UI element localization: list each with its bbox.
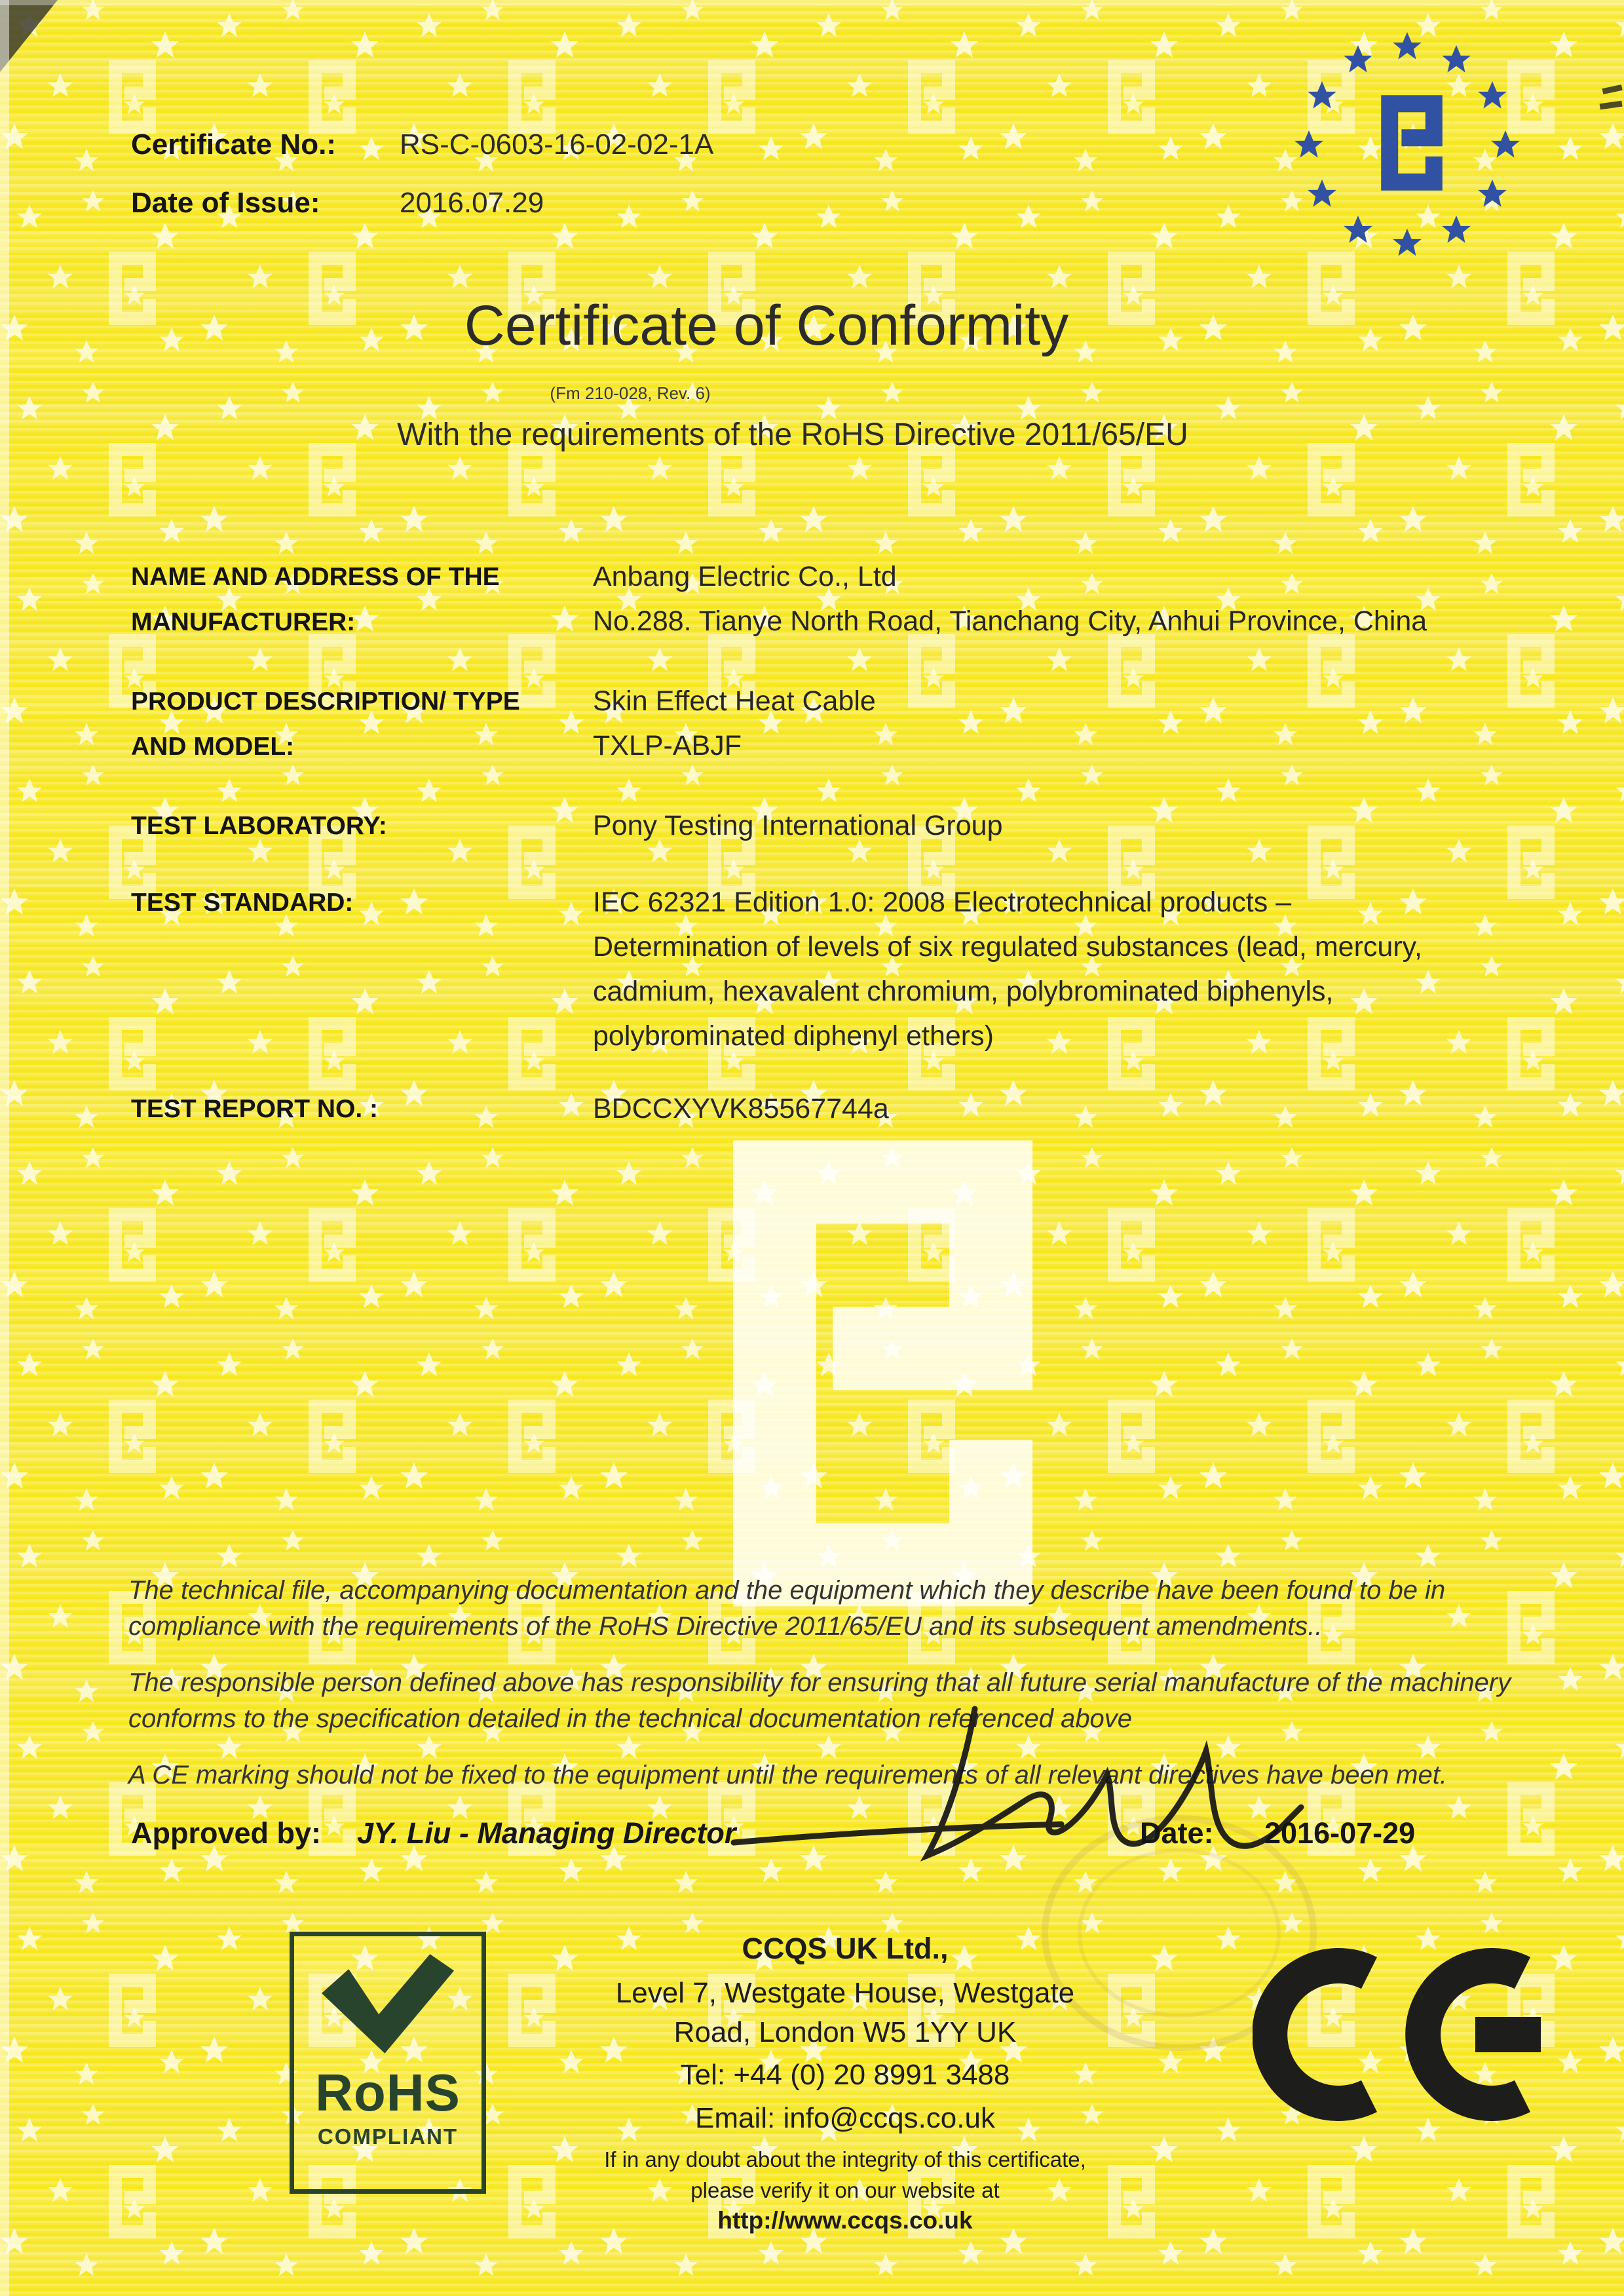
field-value: Pony Testing International Group	[593, 810, 1003, 841]
certificate-no-label: Certificate No.:	[131, 128, 336, 161]
issuer-website: http://www.ccqs.co.uk	[717, 2207, 973, 2234]
field-label: TEST REPORT NO. :	[131, 1095, 379, 1123]
field-value: Anbang Electric Co., Ltd No.288. Tianye North Road, Tianchang City, Anhui Province, China	[593, 561, 1427, 637]
issuer-tel: Tel: +44 (0) 20 8991 3488	[680, 2059, 1010, 2091]
date-of-issue-label: Date of Issue:	[131, 187, 320, 219]
page-subtitle: With the requirements of the RoHS Directive 2011/65/EU	[397, 417, 1188, 452]
date-of-issue-value: 2016.07.29	[400, 187, 544, 219]
issuer-block	[452, 1932, 1238, 2234]
field-label: NAME AND ADDRESS OF THE MANUFACTURER:	[131, 563, 500, 636]
rohs-check-icon	[312, 1948, 463, 2059]
issuer-address: Level 7, Westgate House, Westgate Road, London W5 1YY UK	[615, 1977, 1075, 2048]
field-label: TEST STANDARD:	[131, 889, 354, 917]
issuer-email: Email: info@ccqs.co.uk	[695, 2102, 995, 2134]
field-label: TEST LABORATORY:	[131, 812, 387, 840]
issuer-name: CCQS UK Ltd.,	[742, 1932, 949, 1965]
form-reference: (Fm 210-028, Rev. 6)	[550, 383, 711, 403]
rohs-compliant-logo	[290, 1932, 486, 2194]
approval-date-value: 2016-07-29	[1264, 1816, 1416, 1850]
rohs-logo-title: RoHS	[315, 2063, 461, 2122]
rohs-logo-subtitle: COMPLIANT	[317, 2124, 459, 2149]
ce-mark-icon	[1253, 1930, 1567, 2146]
certificate-no-value: RS-C-0603-16-02-02-1A	[400, 128, 714, 161]
field-label: PRODUCT DESCRIPTION/ TYPE AND MODEL:	[131, 687, 520, 761]
field-value: IEC 62321 Edition 1.0: 2008 Electrotechnical products – Determination of levels of six regulated substances (lead, mercury, cadmium, hexavalent chromium, polybrominated biphenyls, polybrominated diphenyl ethers)	[593, 887, 1422, 1052]
approved-by-label: Approved by:	[131, 1816, 322, 1850]
page-title: Certificate of Conformity	[464, 294, 1069, 357]
approver-name: JY. Liu - Managing Director	[357, 1816, 736, 1850]
legal-paragraphs: The technical file, accompanying documentation and the equipment which they describe have been found to be in compliance with the requirements of the RoHS Directive 2011/65/EU and its subsequent amendments.. The responsible person defined above has responsibility for ensuring that all future serial manufacture of the machinery conforms to the specification detailed in the technical documentation referenced above A CE marking should not be fixed to the equipment until the requirements of all relevant directives have been met.	[128, 1576, 1511, 1789]
field-value: Skin Effect Heat Cable TXLP-ABJF	[593, 685, 876, 761]
issuer-note: If in any doubt about the integrity of this certificate, please verify it on our website at	[604, 2147, 1086, 2202]
signature-graphic	[694, 1684, 1323, 1881]
approval-date-label: Date:	[1140, 1816, 1214, 1850]
field-value: BDCCXYVK85567744a	[593, 1093, 889, 1124]
